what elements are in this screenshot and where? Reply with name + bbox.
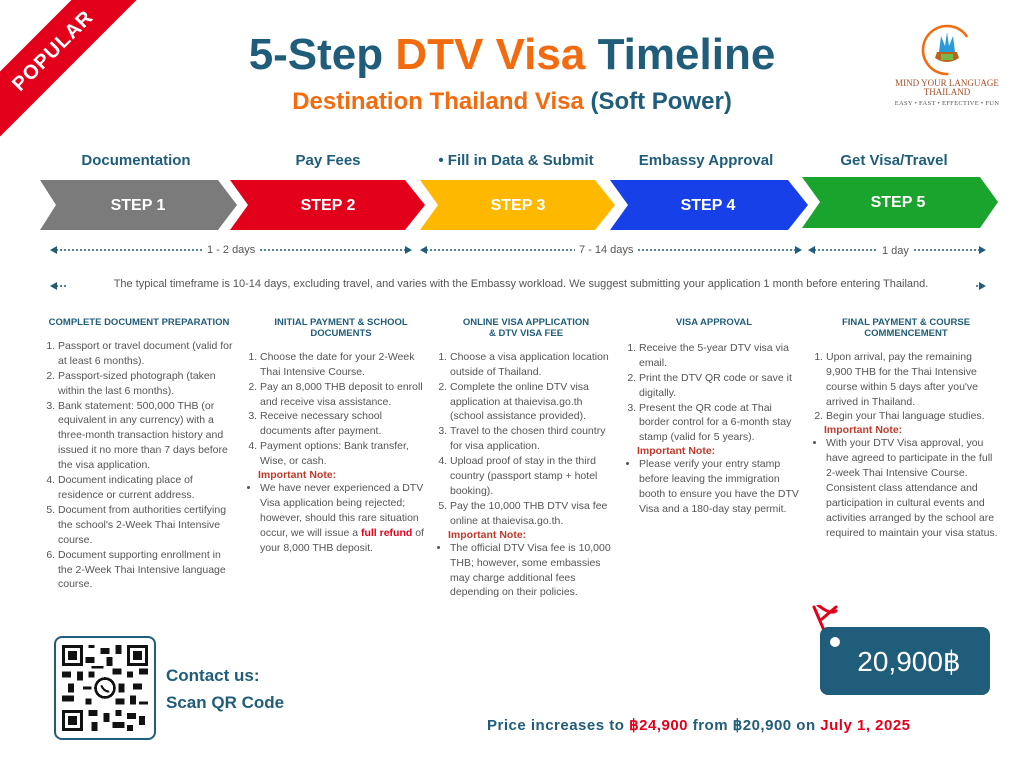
duration-timeline <box>50 240 990 262</box>
column-approval <box>625 318 803 517</box>
list-item: 1. Upon arrival, pay the remaining 9,900 THB for the Thai Intensive course within 5 days after you've arrived in Thailand. <box>826 350 1000 410</box>
list-item: 1. Choose the date for your 2-Week Thai Intensive Course. <box>260 350 436 380</box>
column-submit <box>436 318 616 600</box>
column-documentation <box>44 318 234 592</box>
list-item: 3. Travel to the chosen third country for visa application. <box>450 424 616 454</box>
column-heading: FINAL PAYMENT & COURSE COMMENCEMENT <box>841 317 971 339</box>
logo-tagline: EASY • FAST • EFFECTIVE • FUN <box>894 99 1000 107</box>
approval-list <box>625 341 803 445</box>
duration-3: 1 day <box>878 245 913 257</box>
payment-list <box>246 350 436 469</box>
step-3-text: STEP 3 <box>490 197 546 214</box>
logo-name: MIND YOUR LANGUAGE THAILAND <box>895 78 999 98</box>
price-tag: 20,900฿ <box>820 627 990 695</box>
list-item: 2. Passport-sized photograph (taken within the last 6 months). <box>58 369 234 399</box>
important-note-text: • Please verify your entry stamp before leaving the immigration booth to ensure you have the DTV Visa and a 180-day stay permit. <box>639 457 803 517</box>
column-heading: VISA APPROVAL <box>675 317 753 328</box>
list-item: 3. Receive necessary school documents after payment. <box>260 409 436 439</box>
step-1-text: STEP 1 <box>110 197 166 214</box>
list-item: 5. Pay the 10,000 THB DTV visa fee online at thaievisa.go.th. <box>450 499 616 529</box>
step-2-label: Pay Fees <box>295 152 361 169</box>
price-increase-note: Price increases to ฿24,900 from ฿20,900 on July 1, 2025 <box>487 717 911 734</box>
contact-title: Contact us: <box>166 666 260 685</box>
brand-logo <box>892 22 1002 122</box>
step-4-label: Embassy Approval <box>638 152 774 169</box>
popular-label: POPULAR <box>0 0 144 142</box>
tag-hole <box>830 637 840 647</box>
important-note-label: Important Note: <box>258 469 337 482</box>
list-item: 3. Present the QR code at Thai border control for a 6-month stay stamp (valid for 5 years). <box>639 401 803 446</box>
list-item: 4. Document indicating place of residence or current address. <box>58 473 234 503</box>
important-note-text: • With your DTV Visa approval, you have agreed to participate in the full 2-week Thai Intensive Course. Consistent class attendance and participation in cultural events and activities arranged by the school are required to maintain your visa status. <box>826 436 1000 540</box>
important-note-text: • We have never experienced a DTV Visa application being rejected; however, should this rare situation occur, we will issue a full refund of your 8,000 THB deposit. <box>260 481 436 556</box>
timeframe-note: The typical timeframe is 10-14 days, excluding travel, and varies with the Embassy workload. We suggest submitting your application 1 month before entering Thailand. <box>66 278 976 290</box>
list-item: 2. Complete the online DTV visa application at thaievisa.go.th (school assistance provided). <box>450 380 616 425</box>
important-note-label: Important Note: <box>824 424 903 437</box>
document-list <box>44 339 234 592</box>
application-list <box>436 350 616 529</box>
logo-icon <box>919 22 975 78</box>
column-heading: ONLINE VISA APPLICATION & DTV VISA FEE <box>462 317 590 339</box>
step-3-label: • Fill in Data & Submit <box>438 152 594 169</box>
list-item: 4. Upload proof of stay in the third country (passport stamp + hotel booking). <box>450 454 616 499</box>
list-item: 5. Document from authorities certifying the school's 2-Week Thai Intensive course. <box>58 503 234 548</box>
step-2-text: STEP 2 <box>300 197 356 214</box>
step-1-label: Documentation <box>81 152 191 169</box>
duration-1: 1 - 2 days <box>203 244 259 256</box>
column-pay-fees <box>246 318 436 556</box>
important-note-label: Important Note: <box>637 445 716 458</box>
page-subtitle: Destination Thailand Visa (Soft Power) <box>292 88 732 115</box>
qr-code-icon <box>62 644 148 732</box>
column-heading: INITIAL PAYMENT & SCHOOL DOCUMENTS <box>274 317 408 339</box>
important-note-label: Important Note: <box>448 528 527 541</box>
list-item: 2. Print the DTV QR code or save it digitally. <box>639 371 803 401</box>
step-5-label: Get Visa/Travel <box>840 152 948 169</box>
contact-instruction: Scan QR Code <box>166 693 285 713</box>
commencement-list <box>812 350 1000 425</box>
step-4-text: STEP 4 <box>680 197 736 214</box>
step-5-text: STEP 5 <box>870 194 926 211</box>
column-travel <box>812 318 1000 541</box>
list-item: 1. Choose a visa application location outside of Thailand. <box>450 350 616 380</box>
contact-block <box>166 662 284 716</box>
important-note-text: • The official DTV Visa fee is 10,000 THB; however, some embassies may charge additional fees depending on their policies. <box>450 541 616 601</box>
list-item: 1. Receive the 5-year DTV visa via email. <box>639 341 803 371</box>
list-item: 6. Document supporting enrollment in the 2-Week Thai Intensive language course. <box>58 548 234 593</box>
duration-2: 7 - 14 days <box>575 244 637 256</box>
list-item: 4. Payment options: Bank transfer, Wise, or cash. <box>260 439 436 469</box>
list-item: 2. Pay an 8,000 THB deposit to enroll and receive visa assistance. <box>260 380 436 410</box>
qr-code[interactable] <box>54 636 156 740</box>
list-item: 1. Passport or travel document (valid for at least 6 months). <box>58 339 234 369</box>
list-item: 2. Begin your Thai language studies. <box>826 409 1000 424</box>
page-title: 5-Step DTV Visa Timeline <box>248 30 776 79</box>
column-heading: COMPLETE DOCUMENT PREPARATION <box>48 317 230 328</box>
list-item: 3. Bank statement: 500,000 THB (or equivalent in any currency) with a three-month transaction history and issued it no more than 7 days before the visa application. <box>58 399 234 474</box>
